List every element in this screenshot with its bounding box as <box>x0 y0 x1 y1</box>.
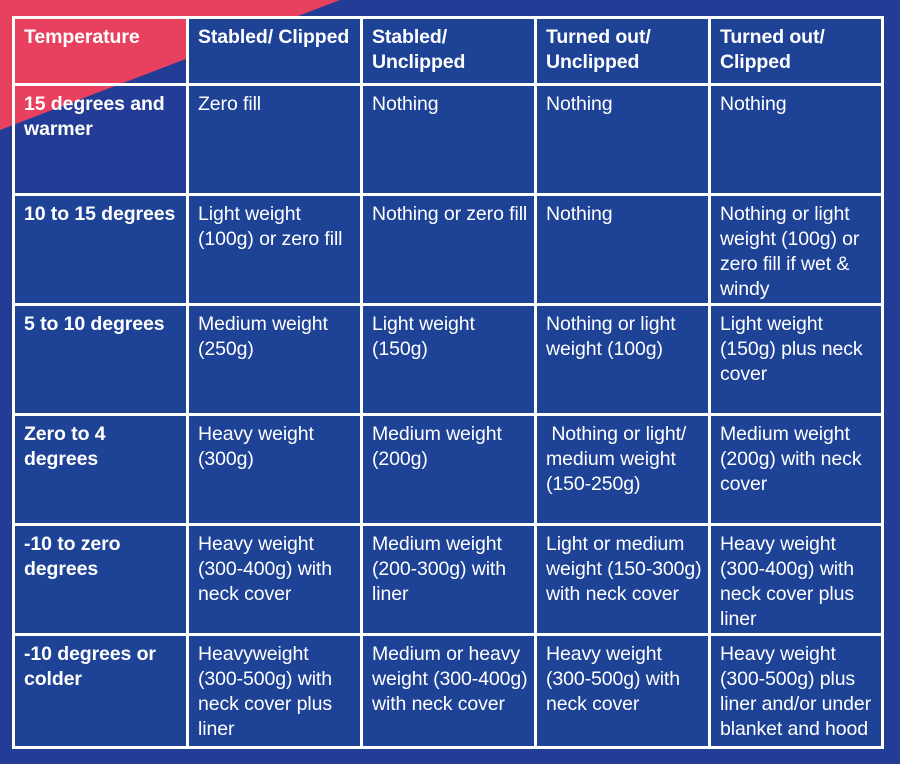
table-cell: Zero fill <box>188 85 362 195</box>
row-label: -10 to zero degrees <box>14 525 188 635</box>
header-stabled-unclipped: Stabled/ Unclipped <box>362 18 536 85</box>
table-cell: Light or medium weight (150-300g) with neck cover <box>536 525 710 635</box>
table-cell: Nothing <box>710 85 883 195</box>
table-cell: Heavyweight (300-500g) with neck cover plus liner <box>188 635 362 748</box>
row-label: -10 degrees or colder <box>14 635 188 748</box>
table-cell: Nothing or zero fill <box>362 195 536 305</box>
table-row <box>14 85 883 195</box>
table-cell: Medium weight (250g) <box>188 305 362 415</box>
table-cell: Nothing <box>362 85 536 195</box>
table-cell: Nothing or light weight (100g) <box>536 305 710 415</box>
header-turned-out-clipped: Turned out/ Clipped <box>710 18 883 85</box>
row-label: 10 to 15 degrees <box>14 195 188 305</box>
table-cell: Medium weight (200g) with neck cover <box>710 415 883 525</box>
table-cell: Nothing or light/ medium weight (150-250g) <box>536 415 710 525</box>
table-cell: Medium or heavy weight (300-400g) with neck cover <box>362 635 536 748</box>
table-cell: Nothing <box>536 195 710 305</box>
table-cell: Light weight (150g) plus neck cover <box>710 305 883 415</box>
table-row <box>14 195 883 305</box>
table-cell: Light weight (100g) or zero fill <box>188 195 362 305</box>
row-label: 15 degrees and warmer <box>14 85 188 195</box>
table-cell: Medium weight (200-300g) with liner <box>362 525 536 635</box>
header-stabled-clipped: Stabled/ Clipped <box>188 18 362 85</box>
header-row <box>14 18 883 85</box>
table-cell: Heavy weight (300-400g) with neck cover <box>188 525 362 635</box>
table-cell: Nothing <box>536 85 710 195</box>
table-cell: Nothing or light weight (100g) or zero fill if wet & windy <box>710 195 883 305</box>
row-label: Zero to 4 degrees <box>14 415 188 525</box>
table-cell: Medium weight (200g) <box>362 415 536 525</box>
table-row <box>14 305 883 415</box>
table-cell: Heavy weight (300-400g) with neck cover plus liner <box>710 525 883 635</box>
table-cell: Heavy weight (300g) <box>188 415 362 525</box>
table-row <box>14 635 883 748</box>
header-turned-out-unclipped: Turned out/ Unclipped <box>536 18 710 85</box>
table-row <box>14 415 883 525</box>
blanket-guide-table <box>12 16 884 749</box>
row-label: 5 to 10 degrees <box>14 305 188 415</box>
table-row <box>14 525 883 635</box>
table-cell: Heavy weight (300-500g) with neck cover <box>536 635 710 748</box>
table-cell: Light weight (150g) <box>362 305 536 415</box>
header-temperature: Temperature <box>14 18 188 85</box>
table-cell: Heavy weight (300-500g) plus liner and/or under blanket and hood <box>710 635 883 748</box>
